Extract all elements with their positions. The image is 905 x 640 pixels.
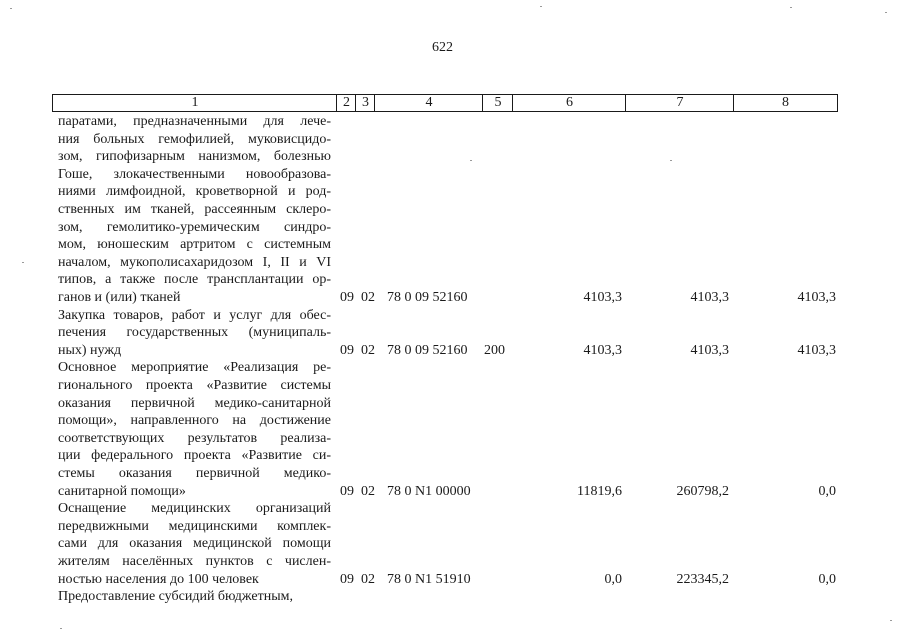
row-description bbox=[58, 500, 331, 588]
scan-speck bbox=[10, 8, 12, 9]
description-line: передвижными медицинскими комплек- bbox=[58, 518, 331, 534]
row-description bbox=[58, 588, 331, 606]
header-cell-7: 7 bbox=[625, 94, 734, 112]
row-cell-c3: 02 bbox=[361, 483, 375, 499]
row-cell-c3: 02 bbox=[361, 571, 375, 587]
row-cell-c7: 223345,2 bbox=[676, 571, 729, 587]
description-line: Оснащение медицинских организаций bbox=[58, 501, 331, 517]
row-cell-c2: 09 bbox=[340, 483, 354, 499]
description-line: помощи», направленного на достижение bbox=[58, 413, 331, 429]
row-description bbox=[58, 359, 331, 500]
row-cell-c5: 200 bbox=[484, 342, 505, 358]
description-line: мом, юношеским артритом с системным bbox=[58, 237, 331, 253]
row-cell-c6: 0,0 bbox=[604, 571, 622, 587]
row-cell-c6: 11819,6 bbox=[577, 483, 622, 499]
scan-speck bbox=[22, 262, 24, 263]
description-line: ния больных гемофилией, муковисцидо- bbox=[58, 131, 331, 147]
description-line: Предоставление субсидий бюджетным, bbox=[58, 589, 294, 605]
row-cell-c7: 4103,3 bbox=[690, 290, 729, 305]
description-line: гионального проекта «Развитие системы bbox=[58, 377, 331, 393]
row-cell-c3: 02 bbox=[361, 342, 375, 358]
description-line: ции федерального проекта «Развитие си- bbox=[58, 448, 331, 464]
description-line: ственных им тканей, рассеянным склеро- bbox=[58, 201, 331, 217]
row-cell-c6: 4103,3 bbox=[583, 342, 622, 358]
description-line: стемы оказания первичной медико- bbox=[58, 465, 331, 481]
scan-speck bbox=[885, 12, 887, 13]
description-line: ниями лимфоидной, кроветворной и род- bbox=[58, 184, 331, 200]
scan-speck bbox=[670, 160, 672, 161]
header-cell-4: 4 bbox=[374, 94, 483, 112]
scan-speck bbox=[470, 160, 472, 161]
row-cell-c7: 260798,2 bbox=[676, 483, 729, 499]
row-cell-c2: 09 bbox=[340, 342, 354, 358]
description-line: зом, гипофизарным нанизмом, болезнью bbox=[58, 149, 331, 165]
description-line: соответствующих результатов реализа- bbox=[58, 430, 331, 446]
description-line: типов, а также после трансплантации ор- bbox=[58, 272, 331, 288]
row-cell-c4: 78 0 09 52160 bbox=[387, 342, 468, 358]
description-line: санитарной помощи» bbox=[58, 483, 186, 499]
description-line: ных) нужд bbox=[58, 342, 122, 358]
scan-speck bbox=[60, 628, 62, 629]
row-cell-c2: 09 bbox=[340, 571, 354, 587]
header-cell-8: 8 bbox=[733, 94, 838, 112]
row-cell-c3: 02 bbox=[361, 290, 375, 305]
header-cell-5: 5 bbox=[482, 94, 513, 112]
row-cell-c7: 4103,3 bbox=[690, 342, 729, 358]
description-line: паратами, предназначенными для лече- bbox=[58, 114, 331, 129]
description-line: Закупка товаров, работ и услуг для обес- bbox=[58, 307, 331, 323]
description-line: печения государственных (муниципаль- bbox=[58, 325, 331, 341]
header-cell-6: 6 bbox=[512, 94, 626, 112]
scan-speck bbox=[790, 7, 792, 8]
description-line: Гоше, злокачественными новообразова- bbox=[58, 166, 331, 182]
row-cell-c4: 78 0 N1 51910 bbox=[387, 571, 471, 587]
row-cell-c8: 4103,3 bbox=[797, 342, 836, 358]
row-cell-c2: 09 bbox=[340, 290, 354, 305]
description-line: жителям населённых пунктов с числен- bbox=[58, 553, 331, 569]
row-cell-c8: 0,0 bbox=[818, 571, 836, 587]
row-cell-c6: 4103,3 bbox=[583, 290, 622, 305]
description-line: началом, мукополисахаридозом I, II и VI bbox=[58, 254, 331, 270]
description-line: зом, гемолитико-уремическим синдро- bbox=[58, 219, 331, 235]
row-description bbox=[58, 307, 331, 360]
row-cell-c4: 78 0 09 52160 bbox=[387, 290, 468, 305]
scan-speck bbox=[890, 620, 892, 621]
description-line: Основное мероприятие «Реализация ре- bbox=[58, 360, 331, 376]
row-cell-c4: 78 0 N1 00000 bbox=[387, 483, 471, 499]
header-cell-3: 3 bbox=[355, 94, 375, 112]
row-cell-c8: 4103,3 bbox=[797, 290, 836, 305]
description-line: ностью населения до 100 человек bbox=[58, 571, 259, 587]
header-cell-2: 2 bbox=[336, 94, 356, 112]
description-line: ганов и (или) тканей bbox=[58, 289, 181, 305]
description-line: оказания первичной медико-санитарной bbox=[58, 395, 331, 411]
page-number: 622 bbox=[432, 40, 453, 55]
row-cell-c8: 0,0 bbox=[818, 483, 836, 499]
header-cell-1: 1 bbox=[52, 94, 337, 112]
row-description bbox=[58, 113, 331, 307]
description-line: сами для оказания медицинской помощи bbox=[58, 536, 331, 552]
scan-speck bbox=[540, 6, 542, 7]
